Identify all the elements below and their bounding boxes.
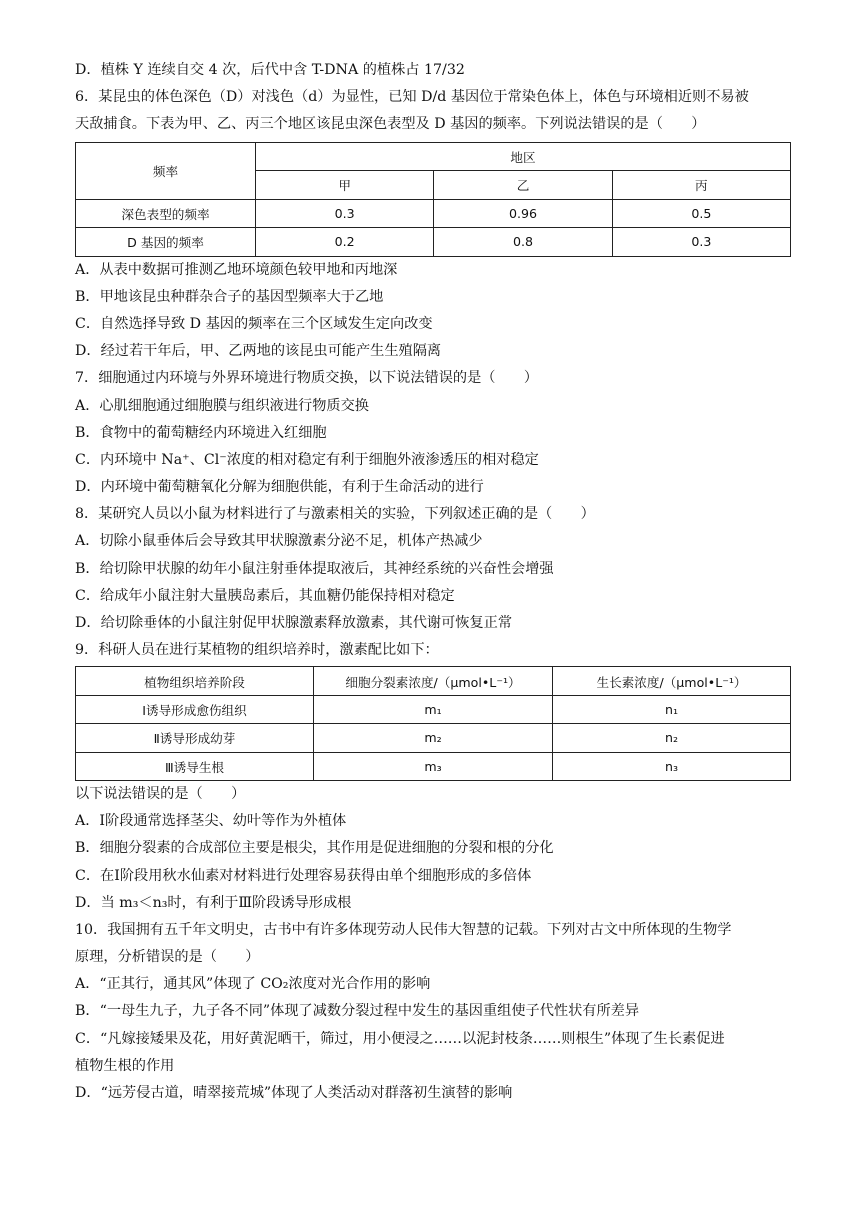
table-row xyxy=(76,199,791,228)
q8-option-d: D．给切除垂体的小鼠注射促甲状腺激素释放激素，其代谢可恢复正常 xyxy=(75,615,513,631)
q7-option-c: C．内环境中 Na⁺、Cl⁻浓度的相对稳定有利于细胞外液渗透压的相对稳定 xyxy=(75,451,539,468)
q9-cell: m₂ xyxy=(314,724,553,752)
q9-cell: m₃ xyxy=(314,752,553,780)
q6-cell: 0.3 xyxy=(256,199,434,228)
q10-option-c-continued: 植物生根的作用 xyxy=(75,1057,175,1074)
q7-stem: 7．细胞通过内环境与外界环境进行物质交换，以下说法错误的是（ ） xyxy=(75,370,539,387)
q9-header: 细胞分裂素浓度/（μmol•L⁻¹） xyxy=(314,667,553,695)
q10-stem-line2: 原理，分析错误的是（ ） xyxy=(75,949,260,966)
q10-stem-line1: 10．我国拥有五千年文明史，古书中有许多体现劳动人民伟大智慧的记载。下列对古文中所体现的生物学 xyxy=(75,921,732,938)
q9-cell: n₁ xyxy=(553,695,791,723)
q6-stem-line2: 天敌捕食。下表为甲、乙、丙三个地区该昆虫深色表型及 D 基因的频率。下列说法错误的是（ ） xyxy=(75,116,706,133)
q6-table xyxy=(75,142,791,257)
q6-cell: 0.8 xyxy=(434,228,612,257)
table-row xyxy=(76,228,791,257)
q10-option-c: C．“凡嫁接矮果及花，用好黄泥晒干，筛过，用小便浸之……以泥封枝条……则根生”体现了生长素促进 xyxy=(75,1030,725,1047)
q9-option-b: B．细胞分裂素的合成部位主要是根尖，其作用是促进细胞的分裂和根的分化 xyxy=(75,840,554,857)
table-row xyxy=(76,752,791,780)
q6-table-region: 乙 xyxy=(434,171,612,200)
q9-stage: Ⅲ诱导生根 xyxy=(76,752,314,780)
q6-cell: 0.3 xyxy=(612,228,790,257)
q9-cell: n₂ xyxy=(553,724,791,752)
q9-cell: n₃ xyxy=(553,752,791,780)
q7-option-a: A．心肌细胞通过细胞膜与组织液进行物质交换 xyxy=(75,397,369,414)
q9-option-a: A．Ⅰ阶段通常选择茎尖、幼叶等作为外植体 xyxy=(75,813,347,830)
q6-stem-line1: 6．某昆虫的体色深色（D）对浅色（d）为显性，已知 D/d 基因位于常染色体上，体色与环境相近则不易被 xyxy=(75,89,749,106)
q6-table-region-header: 地区 xyxy=(256,142,791,171)
q8-option-c: C．给成年小鼠注射大量胰岛素后，其血糖仍能保持相对稳定 xyxy=(75,587,455,604)
q10-option-a: A．“正其行，通其风”体现了 CO₂浓度对光合作用的影响 xyxy=(75,976,431,993)
q9-table xyxy=(75,666,791,781)
q8-option-b: B．给切除甲状腺的幼年小鼠注射垂体提取液后，其神经系统的兴奋性会增强 xyxy=(75,560,554,577)
q6-table-region: 甲 xyxy=(256,171,434,200)
table-header-row xyxy=(76,667,791,695)
q10-option-d: D．“远芳侵古道，晴翠接荒城”体现了人类活动对群落初生演替的影响 xyxy=(75,1085,513,1101)
q9-stem: 9．科研人员在进行某植物的组织培养时，激素配比如下： xyxy=(75,642,439,659)
q9-cell: m₁ xyxy=(314,695,553,723)
q7-option-d: D．内环境中葡萄糖氧化分解为细胞供能，有利于生命活动的进行 xyxy=(75,479,484,496)
q6-option-d: D．经过若干年后，甲、乙两地的该昆虫可能产生生殖隔离 xyxy=(75,343,442,360)
table-row xyxy=(76,695,791,723)
q10-option-b: B．“一母生九子，九子各不同”体现了减数分裂过程中发生的基因重组使子代性状有所差异 xyxy=(75,1003,640,1020)
q6-cell: 0.2 xyxy=(256,228,434,257)
q6-table-corner: 频率 xyxy=(76,142,256,199)
q6-option-c: C．自然选择导致 D 基因的频率在三个区域发生定向改变 xyxy=(75,315,433,332)
q6-option-a: A．从表中数据可推测乙地环境颜色较甲地和丙地深 xyxy=(75,261,398,278)
q9-header: 植物组织培养阶段 xyxy=(76,667,314,695)
q7-option-b: B．食物中的葡萄糖经内环境进入红细胞 xyxy=(75,424,327,441)
exam-page xyxy=(75,57,791,1107)
q6-row-label: 深色表型的频率 xyxy=(76,199,256,228)
q9-followup: 以下说法错误的是（ ） xyxy=(75,785,246,802)
q9-option-c: C．在Ⅰ阶段用秋水仙素对材料进行处理容易获得由单个细胞形成的多倍体 xyxy=(75,867,532,884)
q8-stem: 8．某研究人员以小鼠为材料进行了与激素相关的实验，下列叙述正确的是（ ） xyxy=(75,506,595,523)
table-row xyxy=(76,724,791,752)
q9-stage: Ⅰ诱导形成愈伤组织 xyxy=(76,695,314,723)
q9-option-d: D．当 m₃＜n₃时，有利于Ⅲ阶段诱导形成根 xyxy=(75,894,352,911)
q6-cell: 0.5 xyxy=(612,199,790,228)
q6-cell: 0.96 xyxy=(434,199,612,228)
q9-header: 生长素浓度/（μmol•L⁻¹） xyxy=(553,667,791,695)
q6-option-b: B．甲地该昆虫种群杂合子的基因型频率大于乙地 xyxy=(75,288,384,305)
q9-stage: Ⅱ诱导形成幼芽 xyxy=(76,724,314,752)
q6-row-label: D 基因的频率 xyxy=(76,228,256,257)
q6-table-region: 丙 xyxy=(612,171,790,200)
q8-option-a: A．切除小鼠垂体后会导致其甲状腺激素分泌不足，机体产热减少 xyxy=(75,533,483,550)
q5-option-d: D．植株 Y 连续自交 4 次，后代中含 T-DNA 的植株占 17/32 xyxy=(75,62,465,78)
